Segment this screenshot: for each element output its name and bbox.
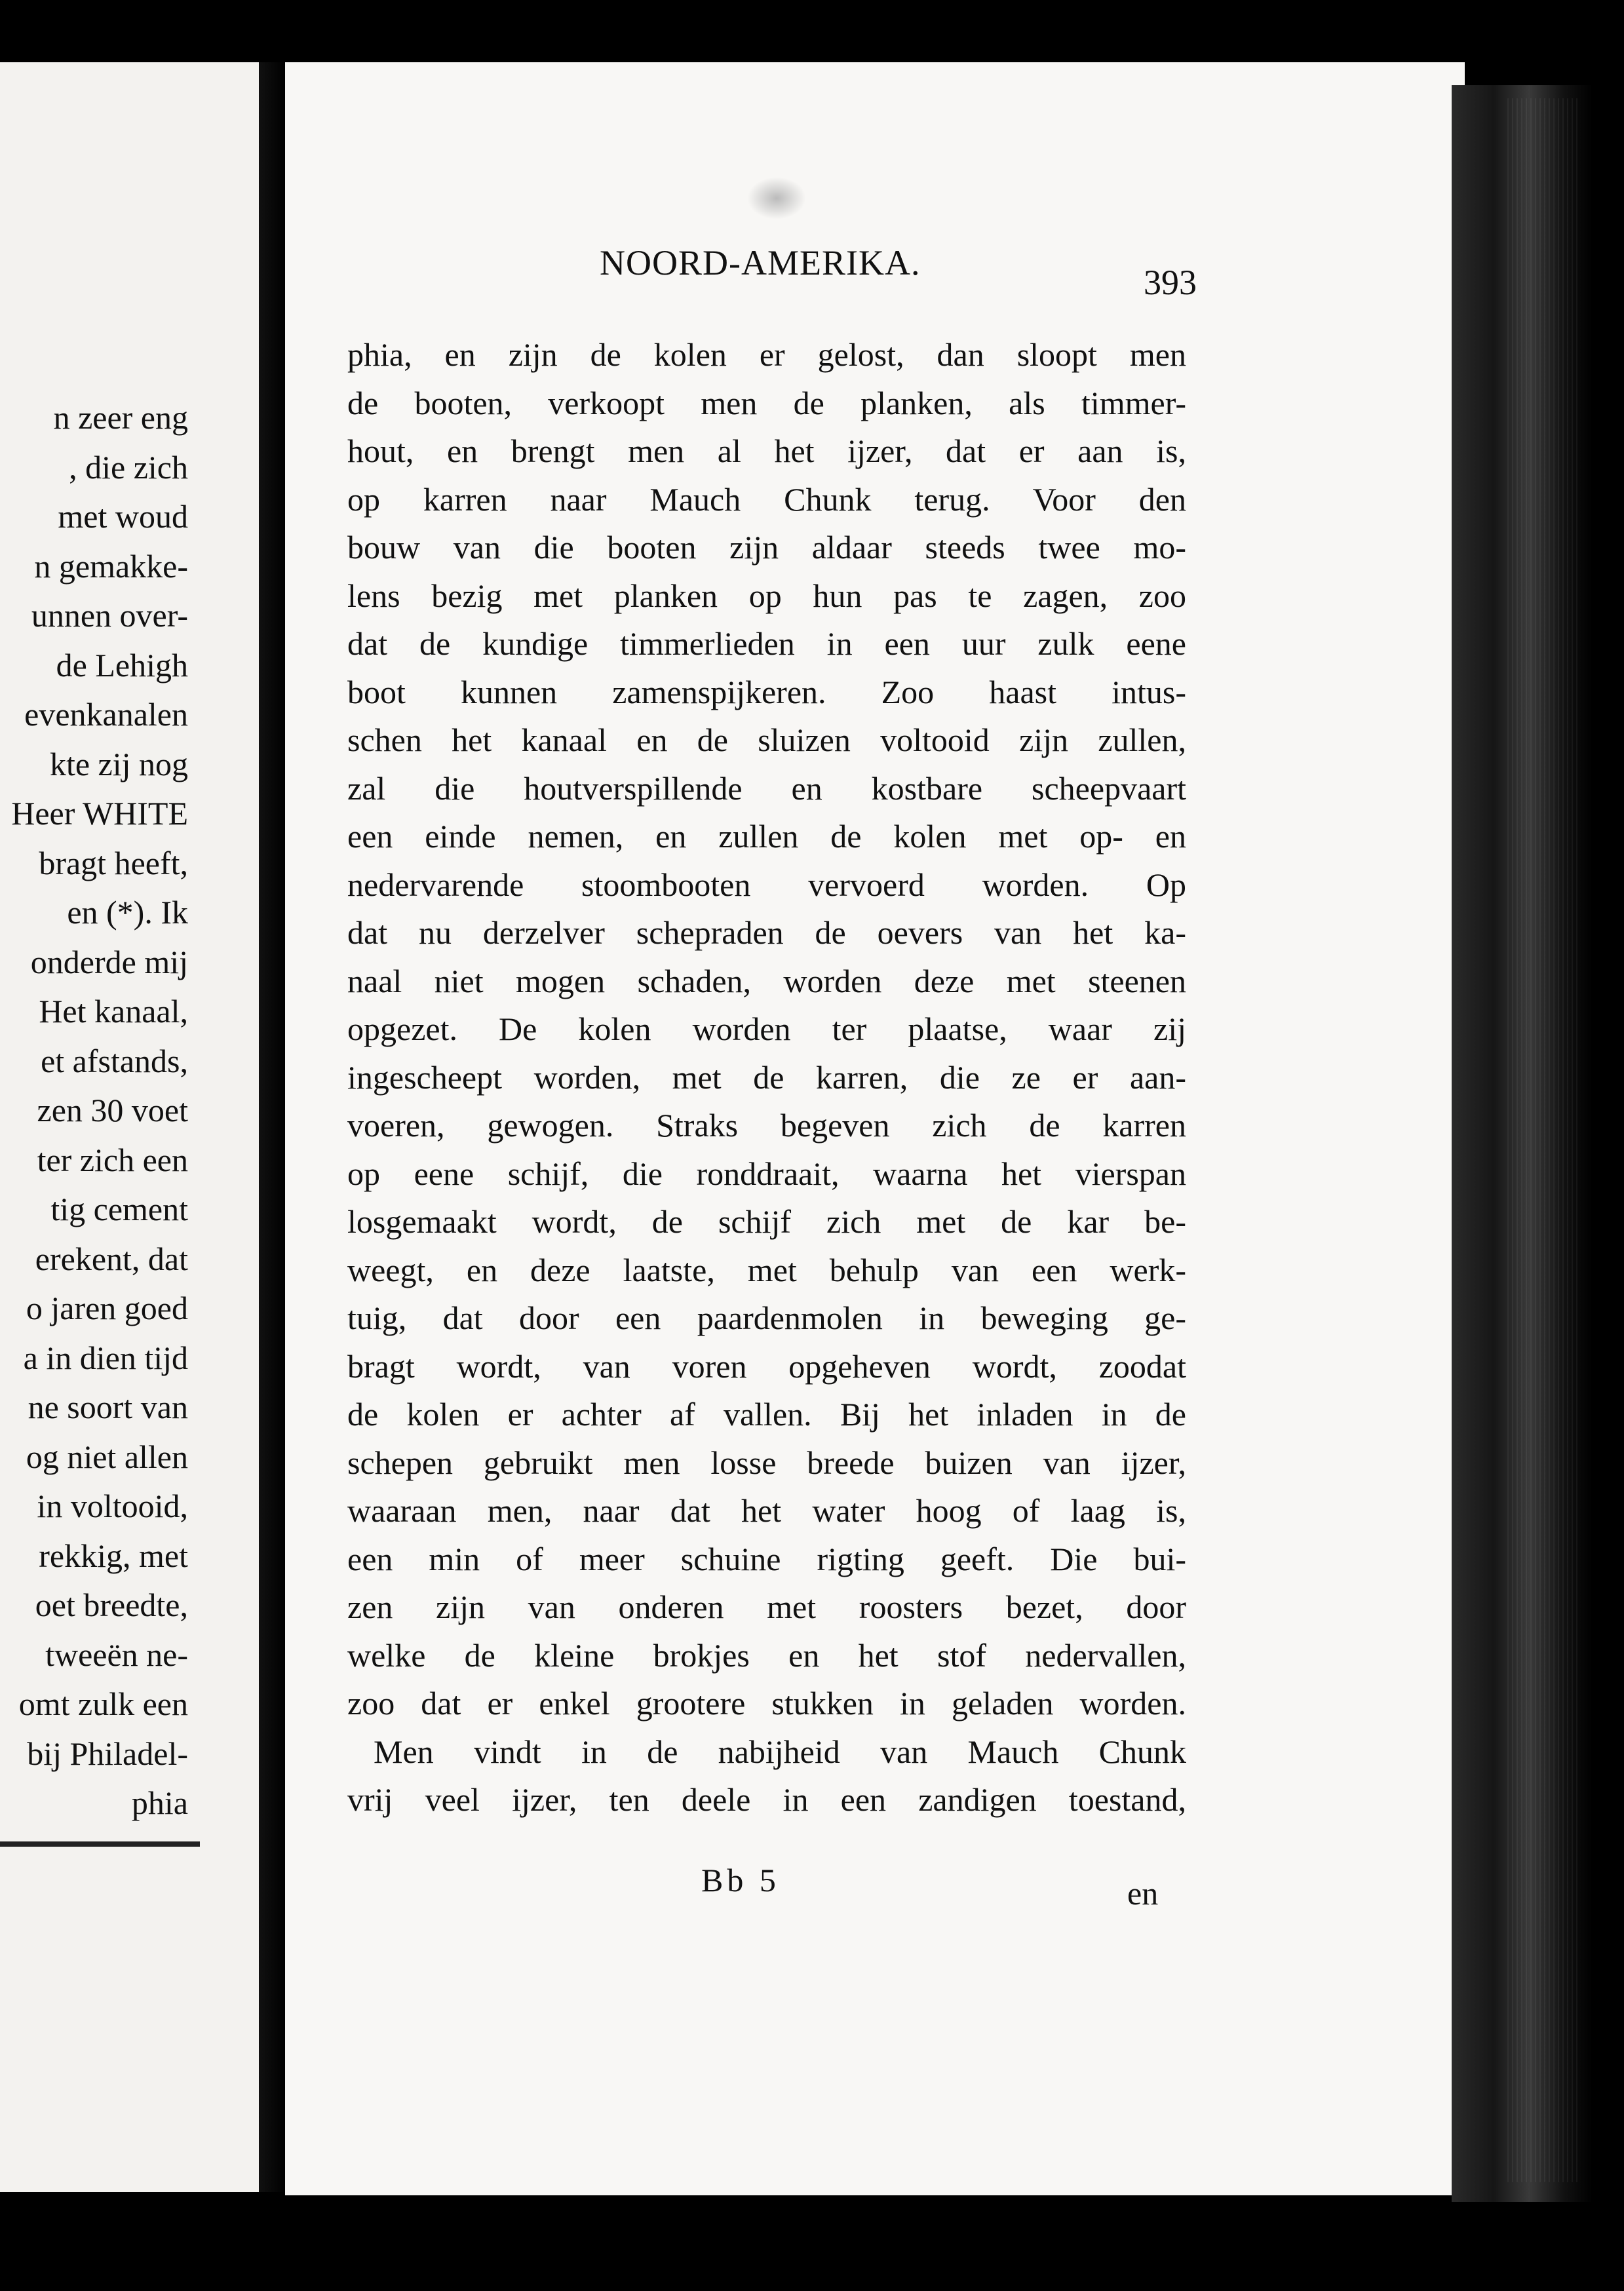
signature-mark: Bb 5	[701, 1862, 780, 1898]
ink-smudge	[747, 177, 806, 220]
body-line: losgemaakt wordt, de schijf zich met de kar be-	[347, 1203, 1186, 1240]
left-page-line: rekkig, met	[39, 1537, 188, 1574]
left-page-line: tig cement	[50, 1191, 188, 1227]
left-page-line: o jaren goed	[26, 1290, 188, 1326]
body-line: phia, en zijn de kolen er gelost, dan sloopt men	[347, 336, 1186, 373]
left-page-line: n zeer eng	[53, 399, 188, 436]
left-page-line: en (*). Ik	[67, 894, 188, 931]
body-line: op eene schijf, die ronddraait, waarna het vierspan	[347, 1155, 1186, 1192]
running-head: NOORD-AMERIKA.	[600, 243, 921, 282]
body-line: de kolen er achter af vallen. Bij het inladen in de	[347, 1396, 1186, 1433]
page-number: 393	[1144, 263, 1197, 302]
left-page-line: bij Philadel-	[27, 1735, 188, 1772]
left-page-line: , die zich	[69, 448, 188, 486]
left-page-line: a in dien tijd	[23, 1339, 188, 1376]
left-page-line: unnen over-	[31, 597, 188, 634]
left-page-line: phia	[131, 1784, 188, 1821]
body-line: bragt wordt, van voren opgeheven wordt, zoodat	[347, 1347, 1186, 1385]
left-page-line: met woud	[58, 498, 188, 535]
body-line: dat de kundige timmerlieden in een uur zulk eene	[347, 625, 1186, 662]
body-line: vrij veel ijzer, ten deele in een zandigen toestand,	[347, 1781, 1186, 1818]
body-line: een einde nemen, en zullen de kolen met op- en	[347, 818, 1186, 855]
left-page-line: evenkanalen	[24, 696, 188, 733]
catchword: en	[1127, 1875, 1159, 1912]
body-line: een min of meer schuine rigting geeft. Die bui-	[347, 1540, 1186, 1577]
body-line: bouw van die booten zijn aldaar steeds twee mo-	[347, 529, 1186, 566]
body-line: ingescheept worden, met de karren, die ze er aan-	[347, 1058, 1186, 1096]
book-gutter	[259, 62, 285, 2192]
left-page-line: omt zulk een	[18, 1685, 188, 1722]
body-line: boot kunnen zamenspijkeren. Zoo haast intus-	[347, 673, 1186, 710]
body-line: tuig, dat door een paardenmolen in beweging ge-	[347, 1300, 1186, 1336]
left-page-line: kte zij nog	[49, 745, 188, 782]
body-line: welke de kleine brokjes en het stof nedervallen,	[347, 1636, 1186, 1674]
left-page-line: de Lehigh	[56, 646, 188, 683]
body-line: schen het kanaal en de sluizen voltooid zijn zullen,	[347, 722, 1186, 758]
body-line: opgezet. De kolen worden ter plaatse, waar zij	[347, 1011, 1186, 1047]
body-line: hout, en brengt men al het ijzer, dat er aan is,	[347, 433, 1186, 469]
left-page-line: bragt heeft,	[39, 844, 188, 881]
footnote-rule	[0, 1841, 200, 1847]
left-page-line: ter zich een	[37, 1141, 188, 1178]
left-page-line: n gemakke-	[34, 547, 188, 585]
body-line: waaraan men, naar dat het water hoog of laag is,	[347, 1492, 1186, 1529]
body-line: Men vindt in de nabijheid van Mauch Chunk	[374, 1733, 1186, 1770]
left-page-line: onderde mij	[30, 943, 188, 980]
body-line: zen zijn van onderen met roosters bezet, door	[347, 1588, 1186, 1625]
left-page-line: tweeën ne-	[45, 1636, 188, 1673]
body-line: voeren, gewogen. Straks begeven zich de karren	[347, 1107, 1186, 1144]
left-page-line: Heer WHITE	[11, 795, 188, 832]
left-page-line: og niet allen	[26, 1438, 188, 1475]
body-line: dat nu derzelver schepraden de oevers van het ka-	[347, 914, 1186, 951]
left-page-line: et afstands,	[41, 1042, 188, 1079]
body-line: naal niet mogen schaden, worden deze met steenen	[347, 962, 1186, 999]
left-page-line: erekent, dat	[35, 1240, 188, 1277]
left-page-line: Het kanaal,	[39, 993, 188, 1030]
body-line: zal die houtverspillende en kostbare scheepvaart	[347, 769, 1186, 807]
body-line: zoo dat er enkel grootere stukken in geladen worden.	[347, 1685, 1186, 1722]
page-edge-lines	[1507, 98, 1579, 2182]
body-line: de booten, verkoopt men de planken, als timmer-	[347, 384, 1186, 421]
body-text	[347, 331, 1186, 1824]
left-page-line: zen 30 voet	[37, 1092, 188, 1128]
left-page-line: ne soort van	[28, 1389, 188, 1425]
left-page	[0, 62, 259, 2192]
body-line: weegt, en deze laatste, met behulp van een werk-	[347, 1251, 1186, 1288]
body-line: op karren naar Mauch Chunk terug. Voor den	[347, 480, 1186, 518]
body-line: lens bezig met planken op hun pas te zagen, zoo	[347, 577, 1186, 614]
left-page-line: in voltooid,	[37, 1488, 188, 1524]
body-line: schepen gebruikt men losse breede buizen van ijzer,	[347, 1444, 1186, 1481]
body-line: nedervarende stoombooten vervoerd worden. Op	[347, 866, 1186, 903]
left-page-line: oet breedte,	[35, 1587, 188, 1623]
left-page-text	[11, 393, 188, 1828]
